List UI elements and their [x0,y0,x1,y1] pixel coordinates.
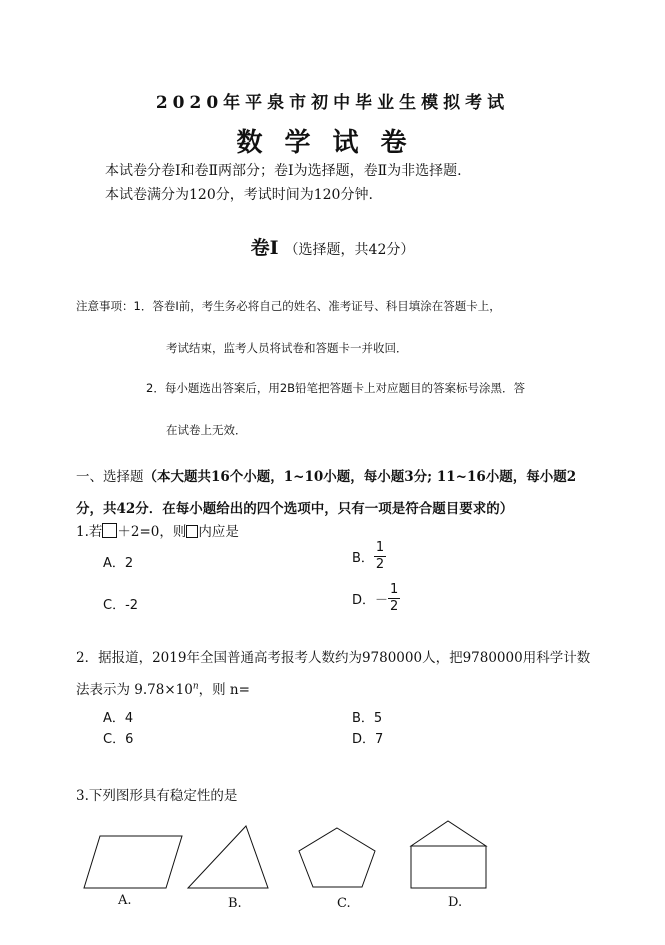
subject-title: 数学试卷 [236,128,429,158]
q1-b-label: B． [352,551,374,566]
triangle-figure [188,826,268,888]
q1-tail: 内应是 [198,524,239,540]
part1-heading-line-2: 分，共42分．在每小题给出的四个选项中，只有一项是符合题目要求的） [76,501,514,517]
note-1a: 1．答卷Ⅰ前，考生务必将自己的姓名、准考证号、科目填涂在答题卡上， [133,299,501,313]
house-figure [411,821,486,888]
q2-option-d: D．7 [352,732,384,747]
q3-label-a: A. [118,893,132,908]
q1-pre: 1.若 [76,524,103,540]
q1-option-a: A．2 [103,556,134,571]
parallelogram-figure [84,836,182,888]
part1-label: 一、选择题 [76,469,144,485]
q2-option-c: C．6 [103,732,134,747]
q1-d-label: D．－ [352,593,389,608]
exam-title: 2020年平泉市初中毕业生模拟考试 [155,93,510,113]
note-2a: 2．每小题选出答案后，用2B铅笔把答题卡上对应题目的答案标号涂黑．答 [146,381,526,395]
q1-d-numerator: 1 [390,582,399,597]
q2-option-b: B．5 [352,711,383,726]
part1-desc-1: （本大题共16个小题，1~10小题，每小题3分; 11~16小题，每小题2 [143,469,577,485]
q1-post: ＋2=0，则 [117,524,187,540]
section-subtitle: （选择题，共42分） [284,242,415,258]
intro-line-2: 本试卷满分为120分，考试时间为120分钟. [105,187,373,203]
q3-label-b: B. [228,896,242,911]
q1-b-denominator: 2 [375,557,385,572]
q3-label-c: C. [337,896,351,911]
section-name: 卷Ⅰ [250,237,279,259]
q2-exponent: n [192,681,199,692]
pentagon-figure [299,828,375,887]
q3-stem: 3.下列图形具有稳定性的是 [76,788,238,804]
note-2b: 在试卷上无效． [166,423,247,437]
intro-line-1: 本试卷分卷Ⅰ和卷Ⅱ两部分；卷Ⅰ为选择题，卷Ⅱ为非选择题. [105,163,462,179]
q1-d-denominator: 2 [390,599,399,614]
q2-line-2a: 法表示为 9.78×10 [76,682,193,698]
q2-line-1: 2．据报道，2019年全国普通高考报考人数约为9780000人，把9780000用科学计数 [76,650,591,666]
q1-option-c: C．-2 [103,598,139,613]
q2-option-a: A．4 [103,711,134,726]
q3-label-d: D. [448,895,463,910]
q1-b-numerator: 1 [375,540,385,555]
note-1b: 考试结束，监考人员将试卷和答题卡一并收回． [166,341,408,355]
q2-line-2b: ，则 n= [198,682,250,698]
notes-label: 注意事项： [76,299,134,313]
